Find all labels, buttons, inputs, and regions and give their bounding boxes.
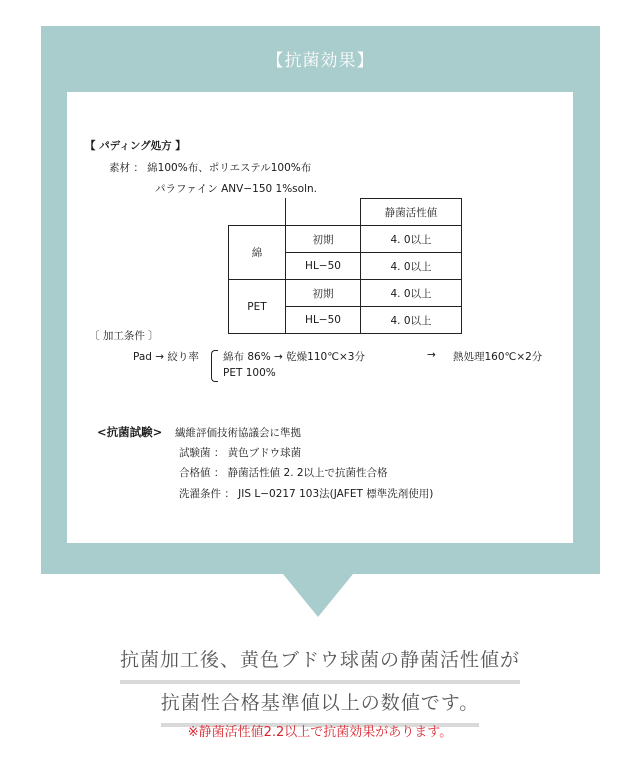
caption-line-1: 抗菌加工後、黄色ブドウ球菌の静菌活性値が (0, 645, 640, 684)
process-header: 〔 加工条件 〕 (89, 330, 159, 342)
value-cell: 4. 0以上 (361, 280, 462, 307)
material-cell: PET (229, 280, 286, 334)
process-cotton: 綿布 86% → 乾燥110℃×3分 (223, 351, 365, 363)
value-cell: 4. 0以上 (361, 307, 462, 334)
process-pet: PET 100% (223, 367, 276, 379)
value-cell: 4. 0以上 (361, 226, 462, 253)
document-scan (67, 92, 573, 543)
process-pad: Pad → 絞り率 (133, 351, 199, 363)
caption-line-2: 抗菌性合格基準値以上の数値です。 (0, 688, 640, 727)
value-cell: 4. 0以上 (361, 253, 462, 280)
padding-formula-header: 【 パディング処方 】 (85, 140, 186, 152)
test-bacteria: 試験菌 ： 黄色ブドウ球菌 (179, 447, 302, 459)
test-header: <抗菌試験> (97, 425, 163, 439)
process-arrow: → (427, 349, 436, 361)
caption-note: ※静菌活性値2.2以上で抗菌効果があります。 (187, 725, 453, 740)
down-arrow-icon (283, 574, 353, 617)
condition-cell: HL−50 (286, 307, 361, 334)
material-line: 素材 ： 綿100%布、ポリエステル100%布 (109, 162, 312, 174)
chemical-line: パラファイン ANV−150 1%soln. (155, 183, 317, 195)
condition-cell: 初期 (286, 280, 361, 307)
condition-cell: 初期 (286, 226, 361, 253)
test-pass: 合格値 ： 静菌活性値 2. 2以上で抗菌性合格 (179, 467, 388, 479)
process-brace (211, 350, 218, 382)
material-cell: 綿 (229, 226, 286, 280)
panel-title: 【抗菌効果】 (266, 51, 375, 71)
test-wash: 洗濯条件 ： JIS L−0217 103法(JAFET 標準洗剤使用) (179, 488, 434, 500)
result-table (228, 198, 462, 334)
table-header: 静菌活性値 (361, 199, 462, 226)
test-standard: 繊維評価技術協議会に準拠 (175, 427, 301, 439)
process-heat: 熱処理160℃×2分 (453, 351, 543, 363)
condition-cell: HL−50 (286, 253, 361, 280)
